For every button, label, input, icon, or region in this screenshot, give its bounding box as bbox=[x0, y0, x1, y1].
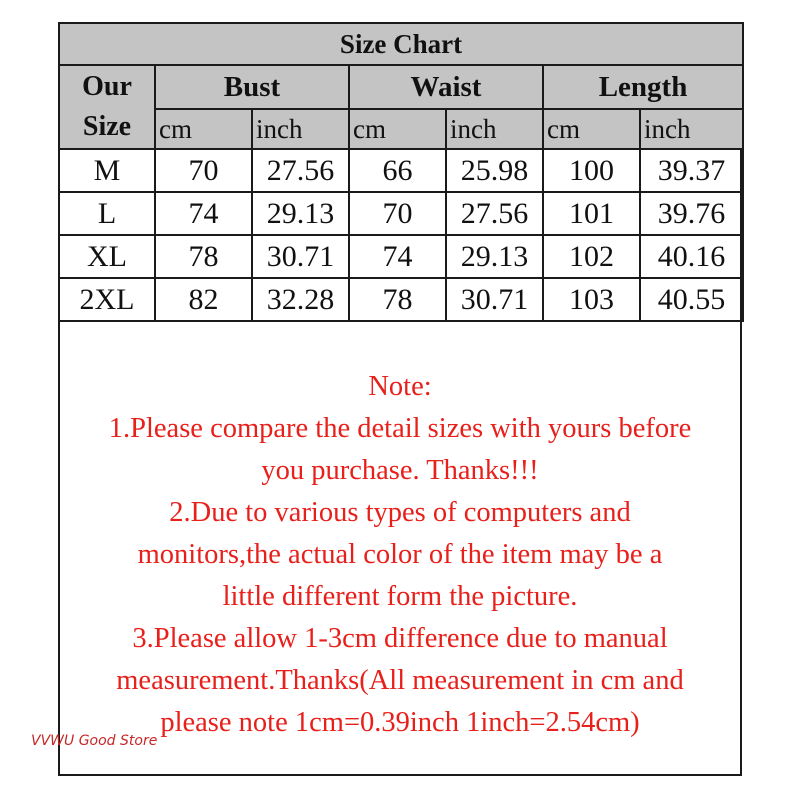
measure-cell: 39.76 bbox=[640, 192, 743, 235]
size-cell: L bbox=[59, 192, 155, 235]
measure-cell: 102 bbox=[543, 235, 640, 278]
unit-cell: inch bbox=[640, 109, 743, 149]
note-line: monitors,the actual color of the item may be a bbox=[137, 539, 663, 570]
measure-cell: 70 bbox=[155, 149, 252, 192]
measure-cell: 101 bbox=[543, 192, 640, 235]
measure-cell: 40.16 bbox=[640, 235, 743, 278]
unit-cell: inch bbox=[446, 109, 543, 149]
measure-cell: 66 bbox=[349, 149, 446, 192]
chart-title: Size Chart bbox=[59, 23, 743, 65]
note-line: please note 1cm=0.39inch 1inch=2.54cm) bbox=[160, 707, 640, 738]
table-row bbox=[59, 192, 743, 235]
size-cell: M bbox=[59, 149, 155, 192]
measure-cell: 74 bbox=[349, 235, 446, 278]
notes-block bbox=[62, 366, 738, 744]
note-line: 3.Please allow 1-3cm difference due to manual bbox=[132, 623, 668, 654]
store-watermark: VVWU Good Store bbox=[31, 733, 158, 749]
table-row bbox=[59, 278, 743, 321]
note-line: you purchase. Thanks!!! bbox=[261, 455, 539, 486]
note-line: measurement.Thanks(All measurement in cm and bbox=[116, 665, 684, 696]
measure-cell: 74 bbox=[155, 192, 252, 235]
bust-header: Bust bbox=[155, 65, 349, 109]
measure-cell: 78 bbox=[349, 278, 446, 321]
size-cell: 2XL bbox=[59, 278, 155, 321]
measure-cell: 27.56 bbox=[446, 192, 543, 235]
measure-cell: 40.55 bbox=[640, 278, 743, 321]
our-label: Our bbox=[82, 71, 132, 102]
measure-cell: 32.28 bbox=[252, 278, 349, 321]
our-size-header bbox=[59, 65, 155, 149]
measure-cell: 29.13 bbox=[446, 235, 543, 278]
unit-cell: cm bbox=[349, 109, 446, 149]
measure-cell: 78 bbox=[155, 235, 252, 278]
waist-header: Waist bbox=[349, 65, 543, 109]
length-header: Length bbox=[543, 65, 743, 109]
measure-cell: 103 bbox=[543, 278, 640, 321]
unit-cell: inch bbox=[252, 109, 349, 149]
table-row bbox=[59, 149, 743, 192]
measure-cell: 82 bbox=[155, 278, 252, 321]
size-label: Size bbox=[82, 111, 132, 142]
measure-cell: 25.98 bbox=[446, 149, 543, 192]
note-line: little different form the picture. bbox=[222, 581, 578, 612]
note-heading: Note: bbox=[368, 371, 432, 402]
size-chart-table bbox=[58, 22, 744, 322]
measure-cell: 27.56 bbox=[252, 149, 349, 192]
unit-cell: cm bbox=[543, 109, 640, 149]
measure-cell: 30.71 bbox=[252, 235, 349, 278]
note-line: 1.Please compare the detail sizes with yours before bbox=[108, 413, 692, 444]
size-cell: XL bbox=[59, 235, 155, 278]
measure-cell: 30.71 bbox=[446, 278, 543, 321]
measure-cell: 29.13 bbox=[252, 192, 349, 235]
measure-cell: 100 bbox=[543, 149, 640, 192]
table-row bbox=[59, 235, 743, 278]
measure-cell: 39.37 bbox=[640, 149, 743, 192]
note-line: 2.Due to various types of computers and bbox=[169, 497, 631, 528]
measure-cell: 70 bbox=[349, 192, 446, 235]
unit-cell: cm bbox=[155, 109, 252, 149]
